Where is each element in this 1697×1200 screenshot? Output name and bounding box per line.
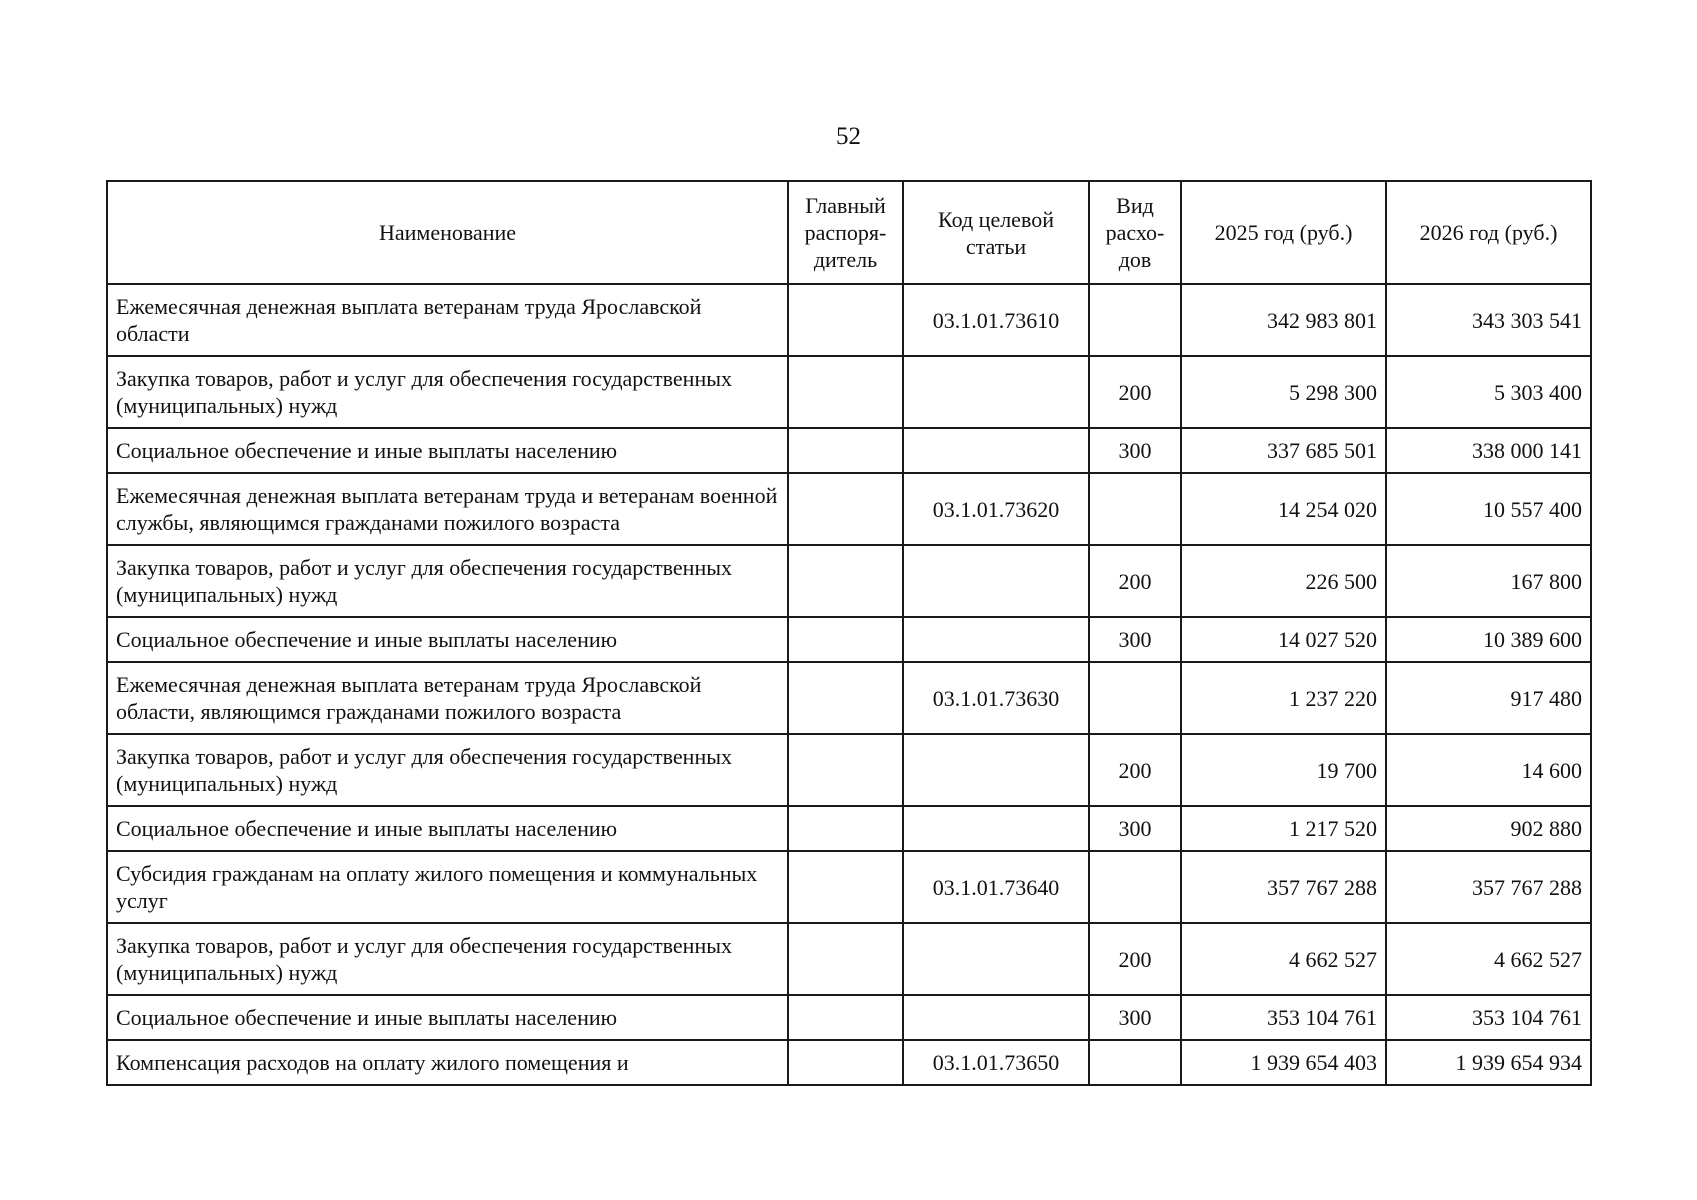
cell-code: 03.1.01.73640 <box>903 851 1089 923</box>
page-number: 52 <box>836 123 861 150</box>
cell-code: 03.1.01.73620 <box>903 473 1089 545</box>
cell-kind: 300 <box>1089 806 1181 851</box>
header-name: Наименование <box>107 181 788 284</box>
cell-admin <box>788 662 903 734</box>
cell-admin <box>788 1040 903 1085</box>
cell-code <box>903 734 1089 806</box>
cell-code <box>903 617 1089 662</box>
cell-2025: 4 662 527 <box>1181 923 1386 995</box>
cell-2025: 342 983 801 <box>1181 284 1386 356</box>
cell-2026: 902 880 <box>1386 806 1591 851</box>
cell-name: Субсидия гражданам на оплату жилого помещения и коммунальных услуг <box>107 851 788 923</box>
cell-2026: 357 767 288 <box>1386 851 1591 923</box>
table-row <box>107 1040 1591 1085</box>
cell-2025: 5 298 300 <box>1181 356 1386 428</box>
cell-name: Социальное обеспечение и иные выплаты населению <box>107 806 788 851</box>
cell-2026: 10 389 600 <box>1386 617 1591 662</box>
header-2025: 2025 год (руб.) <box>1181 181 1386 284</box>
table-row <box>107 806 1591 851</box>
cell-admin <box>788 734 903 806</box>
table-row <box>107 851 1591 923</box>
cell-kind <box>1089 662 1181 734</box>
table-row <box>107 428 1591 473</box>
cell-name: Социальное обеспечение и иные выплаты населению <box>107 428 788 473</box>
cell-admin <box>788 923 903 995</box>
cell-admin <box>788 995 903 1040</box>
cell-2026: 917 480 <box>1386 662 1591 734</box>
cell-code <box>903 356 1089 428</box>
table-row <box>107 284 1591 356</box>
cell-kind: 200 <box>1089 356 1181 428</box>
cell-2025: 1 237 220 <box>1181 662 1386 734</box>
table-row <box>107 662 1591 734</box>
cell-2026: 343 303 541 <box>1386 284 1591 356</box>
cell-name: Ежемесячная денежная выплата ветеранам труда Ярославской области <box>107 284 788 356</box>
cell-kind: 300 <box>1089 995 1181 1040</box>
cell-kind: 300 <box>1089 617 1181 662</box>
cell-admin <box>788 356 903 428</box>
cell-kind <box>1089 851 1181 923</box>
cell-code: 03.1.01.73630 <box>903 662 1089 734</box>
table-row <box>107 617 1591 662</box>
cell-admin <box>788 284 903 356</box>
cell-2025: 19 700 <box>1181 734 1386 806</box>
cell-name: Закупка товаров, работ и услуг для обеспечения государственных (муниципальных) нужд <box>107 734 788 806</box>
cell-code: 03.1.01.73650 <box>903 1040 1089 1085</box>
cell-kind: 200 <box>1089 734 1181 806</box>
table-row <box>107 995 1591 1040</box>
cell-code <box>903 545 1089 617</box>
cell-name: Социальное обеспечение и иные выплаты населению <box>107 617 788 662</box>
cell-admin <box>788 473 903 545</box>
cell-2026: 10 557 400 <box>1386 473 1591 545</box>
cell-admin <box>788 617 903 662</box>
cell-admin <box>788 806 903 851</box>
cell-code <box>903 806 1089 851</box>
cell-kind <box>1089 1040 1181 1085</box>
cell-name: Социальное обеспечение и иные выплаты населению <box>107 995 788 1040</box>
cell-2026: 5 303 400 <box>1386 356 1591 428</box>
cell-code <box>903 995 1089 1040</box>
header-code: Код целевой статьи <box>903 181 1089 284</box>
cell-2025: 353 104 761 <box>1181 995 1386 1040</box>
cell-name: Ежемесячная денежная выплата ветеранам труда и ветеранам военной службы, являющимся гражданами пожилого возраста <box>107 473 788 545</box>
cell-2025: 1 217 520 <box>1181 806 1386 851</box>
cell-2025: 357 767 288 <box>1181 851 1386 923</box>
cell-kind <box>1089 284 1181 356</box>
cell-2025: 337 685 501 <box>1181 428 1386 473</box>
cell-2025: 226 500 <box>1181 545 1386 617</box>
cell-name: Компенсация расходов на оплату жилого помещения и <box>107 1040 788 1085</box>
header-admin: Главный распоря-дитель <box>788 181 903 284</box>
cell-2026: 14 600 <box>1386 734 1591 806</box>
cell-2026: 353 104 761 <box>1386 995 1591 1040</box>
cell-admin <box>788 545 903 617</box>
cell-code <box>903 923 1089 995</box>
cell-2025: 14 254 020 <box>1181 473 1386 545</box>
cell-2025: 1 939 654 403 <box>1181 1040 1386 1085</box>
table-row <box>107 734 1591 806</box>
cell-2026: 167 800 <box>1386 545 1591 617</box>
cell-2026: 4 662 527 <box>1386 923 1591 995</box>
table-row <box>107 473 1591 545</box>
cell-kind: 200 <box>1089 923 1181 995</box>
cell-name: Закупка товаров, работ и услуг для обеспечения государственных (муниципальных) нужд <box>107 923 788 995</box>
cell-code: 03.1.01.73610 <box>903 284 1089 356</box>
budget-table <box>106 180 1592 1086</box>
cell-2026: 338 000 141 <box>1386 428 1591 473</box>
header-kind: Вид расхо-дов <box>1089 181 1181 284</box>
table-row <box>107 356 1591 428</box>
cell-2026: 1 939 654 934 <box>1386 1040 1591 1085</box>
cell-admin <box>788 428 903 473</box>
cell-name: Закупка товаров, работ и услуг для обеспечения государственных (муниципальных) нужд <box>107 356 788 428</box>
cell-name: Закупка товаров, работ и услуг для обеспечения государственных (муниципальных) нужд <box>107 545 788 617</box>
cell-kind: 200 <box>1089 545 1181 617</box>
cell-code <box>903 428 1089 473</box>
table-header-row <box>107 181 1591 284</box>
cell-kind: 300 <box>1089 428 1181 473</box>
cell-admin <box>788 851 903 923</box>
table-row <box>107 923 1591 995</box>
cell-2025: 14 027 520 <box>1181 617 1386 662</box>
cell-name: Ежемесячная денежная выплата ветеранам труда Ярославской области, являющимся гражданами пожилого возраста <box>107 662 788 734</box>
table-row <box>107 545 1591 617</box>
header-2026: 2026 год (руб.) <box>1386 181 1591 284</box>
cell-kind <box>1089 473 1181 545</box>
